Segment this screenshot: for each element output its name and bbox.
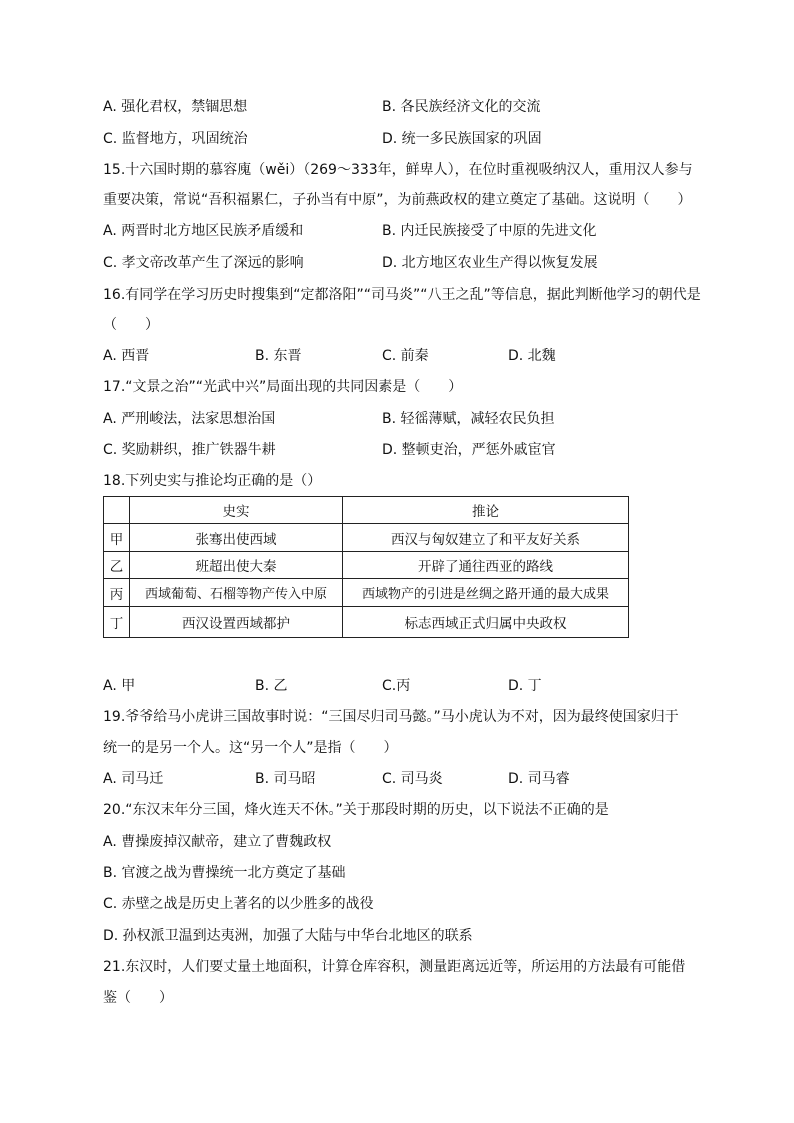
q18-option-a[interactable]: A. 甲 (103, 678, 136, 694)
q18-cell-inference: 标志西域正式归属中央政权 (404, 616, 567, 632)
q17-option-c[interactable]: C. 奖励耕织，推广铁器牛耕 (103, 442, 276, 458)
q16-option-b[interactable]: B. 东晋 (255, 348, 302, 364)
q21-stem-line2: 鉴（ ） (103, 990, 173, 1006)
q19-stem-line1: 19.爷爷给马小虎讲三国故事时说：“三国尽归司马懿。”马小虎认为不对，因为最终使国家归于 (103, 709, 679, 725)
q17-option-d[interactable]: D. 整顿吏治，严惩外戚宦官 (382, 442, 556, 458)
q14-option-b[interactable]: B. 各民族经济文化的交流 (382, 99, 541, 115)
q16-stem-line1: 16.有同学在学习历史时搜集到“定都洛阳”“司马炎”“八王之乱”等信息，据此判断他学习的朝代是 (103, 287, 701, 303)
q14-option-a[interactable]: A. 强化君权，禁锢思想 (103, 99, 248, 115)
q20-option-b[interactable]: B. 官渡之战为曹操统一北方奠定了基础 (103, 865, 346, 881)
q16-stem-line2: （ ） (103, 317, 159, 333)
q20-stem: 20.“东汉末年分三国，烽火连天不休。”关于那段时期的历史，以下说法不正确的是 (103, 802, 609, 818)
q20-option-c[interactable]: C. 赤壁之战是历史上著名的以少胜多的战役 (103, 896, 374, 912)
q18-option-c[interactable]: C.丙 (382, 678, 411, 694)
q18-cell-fact: 张骞出使西域 (195, 531, 277, 548)
q18-header-inference: 推论 (472, 504, 499, 520)
q18-option-b[interactable]: B. 乙 (255, 678, 288, 694)
q15-option-d[interactable]: D. 北方地区农业生产得以恢复发展 (382, 255, 598, 271)
q19-option-b[interactable]: B. 司马昭 (255, 771, 316, 787)
q16-option-a[interactable]: A. 西晋 (103, 348, 150, 364)
q18-cell-inference: 西汉与匈奴建立了和平友好关系 (391, 531, 580, 548)
q21-stem-line1: 21.东汉时，人们要丈量土地面积，计算仓库容积，测量距离远近等，所运用的方法最有可能借 (103, 959, 686, 975)
q18-cell-inference: 开辟了通往西亚的路线 (418, 559, 553, 575)
q20-option-d[interactable]: D. 孙权派卫温到达夷洲，加强了大陆与中华台北地区的联系 (103, 928, 473, 944)
q19-option-d[interactable]: D. 司马睿 (508, 771, 570, 787)
q19-option-a[interactable]: A. 司马迁 (103, 771, 164, 787)
q18-cell-fact: 西汉设置西域都护 (182, 616, 290, 632)
q14-option-c[interactable]: C. 监督地方，巩固统治 (103, 131, 248, 147)
q18-row-label: 甲 (109, 531, 124, 548)
q18-row-label: 乙 (109, 559, 124, 575)
q15-stem-line2: 重要决策，常说“吾积福累仁，子孙当有中原”，为前燕政权的建立奠定了基础。这说明（ ） (103, 192, 692, 208)
q15-option-a[interactable]: A. 两晋时北方地区民族矛盾缓和 (103, 223, 304, 239)
q18-cell-fact: 班超出使大秦 (195, 559, 277, 575)
q15-stem-line1: 15.十六国时期的慕容廆（wěi）（269～333年，鲜卑人），在位时重视吸纳汉人，重用汉人参与 (103, 162, 693, 178)
q15-option-c[interactable]: C. 孝文帝改革产生了深远的影响 (103, 255, 304, 271)
q17-stem: 17.“文景之治”“光武中兴”局面出现的共同因素是（ ） (103, 379, 463, 395)
q18-stem: 18.下列史实与推论均正确的是（） (103, 473, 322, 489)
q18-row-label: 丁 (109, 616, 124, 632)
q14-option-d[interactable]: D. 统一多民族国家的巩固 (382, 131, 542, 147)
q20-option-a[interactable]: A. 曹操废掉汉献帝，建立了曹魏政权 (103, 834, 332, 850)
q19-stem-line2: 统一的是另一个人。这“另一个人”是指（ ） (103, 740, 398, 756)
q15-option-b[interactable]: B. 内迁民族接受了中原的先进文化 (382, 223, 597, 239)
q17-option-a[interactable]: A. 严刑峻法，法家思想治国 (103, 411, 276, 427)
q17-option-b[interactable]: B. 轻徭薄赋，减轻农民负担 (382, 411, 555, 427)
q18-option-d[interactable]: D. 丁 (508, 678, 542, 694)
q18-cell-inference: 西域物产的引进是丝绸之路开通的最大成果 (361, 587, 609, 602)
q18-row-label: 丙 (109, 586, 124, 603)
q19-option-c[interactable]: C. 司马炎 (382, 771, 443, 787)
q16-option-d[interactable]: D. 北魏 (508, 348, 556, 364)
q18-header-fact: 史实 (222, 504, 250, 520)
q18-cell-fact: 西域葡萄、石榴等物产传入中原 (144, 587, 327, 602)
q16-option-c[interactable]: C. 前秦 (382, 348, 429, 364)
